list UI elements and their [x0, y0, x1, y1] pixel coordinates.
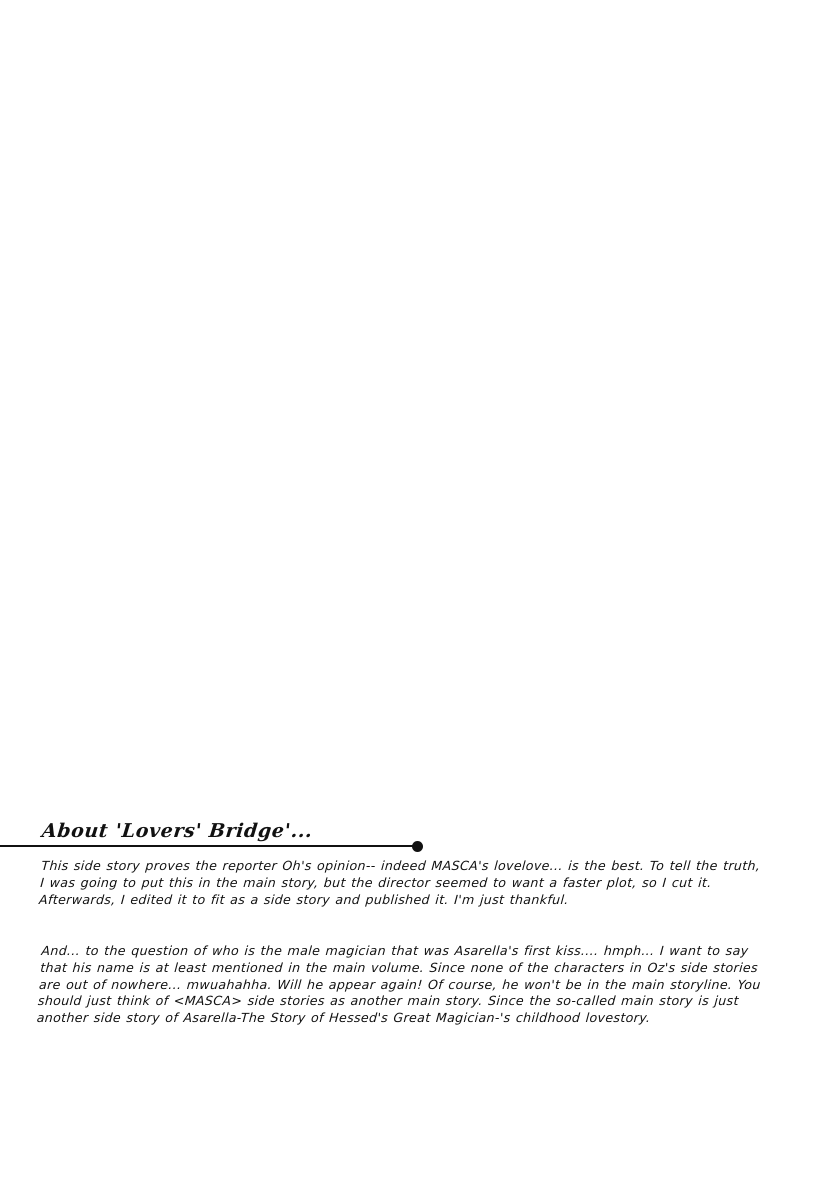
underline-end-dot [412, 841, 423, 852]
section-title: About 'Lovers' Bridge'... [40, 820, 314, 842]
note-paragraph: This side story proves the reporter Oh's opinion-- indeed MASCA's lovelove... is the best. To tell the truth, I was going to put this in the main story, but the director seemed to want a faster plot, so I cut it. Afterwards, I edited it to fit as a side story and published it. I'm just thankful. [38, 858, 761, 907]
title-underline [0, 845, 418, 847]
note-paragraph: And... to the question of who is the male magician that was Asarella's first kiss.... hmph... I want to say that his name is at least mentioned in the main volume. Since none of the characters in Oz's side stories are out of nowhere... mwuahahha. Will he appear again! Of course, he won't be in the main storyline. You should just think of <MASCA> side stories as another main story. Since the so-called main story is just another side story of Asarella-The Story of Hessed's Great Magician-'s childhood lovestory. [36, 943, 762, 1026]
